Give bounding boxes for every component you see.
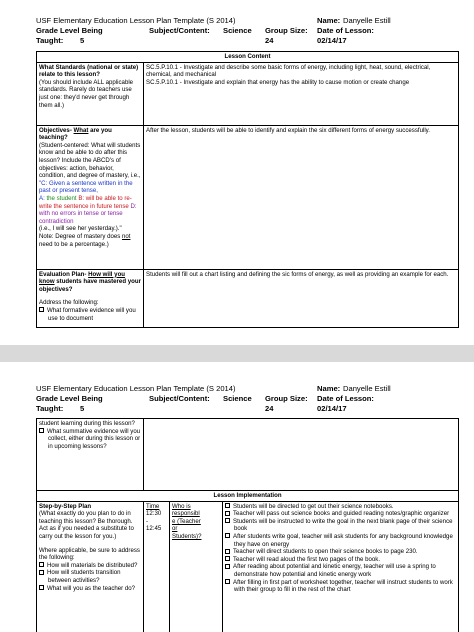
objectives-content: After the lesson, students will be able to identify and explain the six different forms of energy successfully. (144, 125, 459, 269)
group-size-value: 24 (265, 36, 274, 45)
step-by-step-note: (What exactly do you plan to do in teaching this lesson? Be thorough. Act as if you needed a substitute to carry out the lesson for you.) (39, 510, 134, 540)
objectives-note-3b: not (121, 232, 131, 240)
objectives-example-c: "C: Given a sentence written in the past or present tense, (39, 179, 133, 195)
objectives-label (39, 127, 141, 142)
evaluation-bullet-1 (39, 307, 141, 322)
standards-prompt (37, 62, 144, 125)
step-item (225, 518, 456, 533)
date-value: 02/14/17 (317, 36, 347, 45)
objectives-example-d: D: with no errors in tense or tense contradiction (39, 202, 137, 225)
step-item (225, 548, 456, 556)
step-prompt-bullet-3 (39, 585, 141, 593)
who-label-c: e (Teacher (172, 517, 201, 525)
step-by-step-label: Step-by-Step Plan (39, 502, 92, 510)
time-dash: - (146, 517, 149, 525)
lesson-implementation-table (36, 418, 459, 632)
subject-value-2: Science (223, 394, 252, 403)
step-item (225, 556, 456, 564)
evaluation-content-cont (144, 419, 459, 491)
objectives-note-3c: need to be a percentage.) (39, 240, 109, 248)
step-prompt-bullet-2 (39, 569, 141, 584)
checkbox-icon (225, 556, 230, 561)
standards-content (144, 62, 459, 125)
step-item-text: Teacher will direct students to open their science books to page 230. (233, 548, 418, 556)
who-label-e: Students)? (172, 532, 202, 540)
objectives-note-3 (39, 233, 141, 248)
subject-label: Subject/Content: (149, 26, 210, 35)
evaluation-content: Students will fill out a chart listing and defining the sic forms of energy, as well as providing an example for each. (144, 269, 459, 327)
name-value: Danyelle Estill (343, 16, 391, 25)
step-item-text: Teacher will read aloud the first two pages of the book. (233, 555, 381, 563)
objectives-note-1: (Student-centered: What will students know and be able to do after this lesson? Include the ABCD's of objectives: action, behavior, condition, and degree of mastery, i.e., (39, 141, 141, 180)
checkbox-icon (225, 564, 230, 569)
who-label-b: responsibl (172, 510, 200, 518)
group-size-label: Group Size: (265, 26, 308, 35)
step-prompt-bullet-3-text: What will you as the teacher do? (47, 584, 136, 592)
time-start: 12:30 (146, 510, 162, 518)
checkbox-icon (225, 503, 230, 508)
checkbox-icon (225, 533, 230, 538)
who-label-d: or (172, 525, 178, 533)
evaluation-address: Address the following: (39, 299, 99, 307)
step-item-text: After reading about potential and kinetic energy, teacher will use a spring to demonstrate how potential and kinetic energy work (233, 563, 436, 578)
name-label: Name: (317, 16, 341, 25)
who-column (170, 501, 223, 632)
evaluation-bullet-2-text: What summative evidence will you collect, either during this lesson or in upcoming lessons? (47, 427, 141, 450)
grade-label: Grade Level Being (36, 26, 103, 35)
who-label-a: Who is (172, 502, 191, 510)
evaluation-label-b: How will you know (39, 270, 126, 286)
objectives-note-3a: Note: Degree of mastery does (39, 232, 122, 240)
name-label-2: Name: (317, 384, 341, 393)
step-by-step-prompt (37, 501, 144, 632)
objectives-example-b: B: will be able to re-write the sentence in future tense (39, 194, 132, 210)
evaluation-label (39, 271, 141, 294)
step-item-text: Students will be instructed to write the goal in the next blank page of their science book (233, 517, 453, 533)
objectives-label-b: What (73, 126, 89, 134)
objectives-prompt (37, 125, 144, 269)
checkbox-icon (225, 579, 230, 584)
standard-2: SC.5.P.10.1 - Investigate and explain that energy has the ability to cause motion or create change (146, 78, 410, 86)
date-label-2: Date of Lesson: (317, 394, 374, 403)
step-by-step-where: Where applicable, be sure to address the following: (39, 546, 140, 562)
group-size-value-2: 24 (265, 404, 274, 413)
objectives-label-a: Objectives- (39, 126, 74, 134)
checkbox-icon (225, 549, 230, 554)
checkbox-icon (39, 307, 44, 312)
checkbox-icon (39, 570, 44, 575)
checkbox-icon (39, 562, 44, 567)
evaluation-label-c: students have mastered your objectives? (39, 278, 141, 293)
step-prompt-bullet-1-text: How will materials be distributed? (47, 561, 138, 569)
checkbox-icon (39, 585, 44, 590)
step-item (225, 510, 456, 518)
evaluation-label-a: Evaluation Plan- (39, 270, 89, 278)
steps-column (223, 501, 459, 632)
lesson-implementation-heading: Lesson Implementation (37, 491, 459, 502)
standards-note: (You should include ALL applicable standards. Rarely do teachers use just one: they'd never get through them all.) (39, 78, 134, 109)
subject-label-2: Subject/Content: (149, 394, 210, 403)
objectives-example-a-label: A: (39, 194, 47, 202)
grade-value-2: 5 (80, 404, 85, 413)
evaluation-bullet-1-cont: student learning during this lesson? (39, 420, 135, 427)
grade-label-cont-2: Taught: (36, 404, 64, 413)
step-item-text: Students will be directed to get out their science notebooks. (233, 502, 394, 510)
step-item (225, 533, 456, 548)
grade-value: 5 (80, 36, 85, 45)
step-item-text: Teacher will pass out science books and guided reading notes/graphic organizer (233, 510, 450, 518)
date-label: Date of Lesson: (317, 26, 374, 35)
grade-label-cont: Taught: (36, 36, 64, 45)
objectives-note-2: (i.e., I will see her yesterday.)." (39, 225, 122, 233)
lesson-content-table (36, 51, 459, 328)
objectives-example-a-text: the student (46, 194, 77, 202)
time-end: 12:45 (146, 525, 162, 533)
step-item (225, 563, 456, 578)
standards-label: What Standards (national or state) relate to this lesson? (39, 63, 139, 79)
checkbox-icon (225, 518, 230, 523)
template-title: USF Elementary Education Lesson Plan Template (S 2014) (36, 16, 236, 25)
time-column (144, 501, 170, 632)
evaluation-prompt (37, 269, 144, 327)
step-prompt-bullet-1 (39, 562, 141, 570)
evaluation-bullet-2 (39, 428, 141, 451)
page-2 (0, 362, 474, 632)
date-value-2: 02/14/17 (317, 404, 347, 413)
step-item (225, 503, 456, 511)
name-value-2: Danyelle Estill (343, 384, 391, 393)
evaluation-bullet-1-text: What formative evidence will you use to document (47, 306, 136, 322)
lesson-content-heading: Lesson Content (37, 52, 459, 63)
objectives-example-a (39, 195, 141, 225)
step-item (225, 579, 456, 594)
checkbox-icon (225, 511, 230, 516)
checkbox-icon (39, 428, 44, 433)
step-prompt-bullet-2-text: How will students transition between activities? (47, 569, 121, 584)
group-size-label-2: Group Size: (265, 394, 308, 403)
evaluation-prompt-cont (37, 419, 144, 491)
time-label: Time (146, 502, 160, 510)
subject-value: Science (223, 26, 252, 35)
template-title-2: USF Elementary Education Lesson Plan Template (S 2014) (36, 384, 236, 393)
step-item-text: After students write goal, teacher will ask students for any background knowledge they have on energy (233, 532, 453, 548)
objectives-label-c: are you teaching? (39, 126, 112, 142)
standard-1: SC.5.P.10.1 - Investigate and describe some basic forms of energy, including light, heat, sound, electrical, chemical, and mechanical (146, 63, 431, 79)
grade-label-2: Grade Level Being (36, 394, 103, 403)
step-item-text: After filling in first part of worksheet together, teacher will instruct students to work with their group to fill in the rest of the chart (233, 578, 453, 594)
